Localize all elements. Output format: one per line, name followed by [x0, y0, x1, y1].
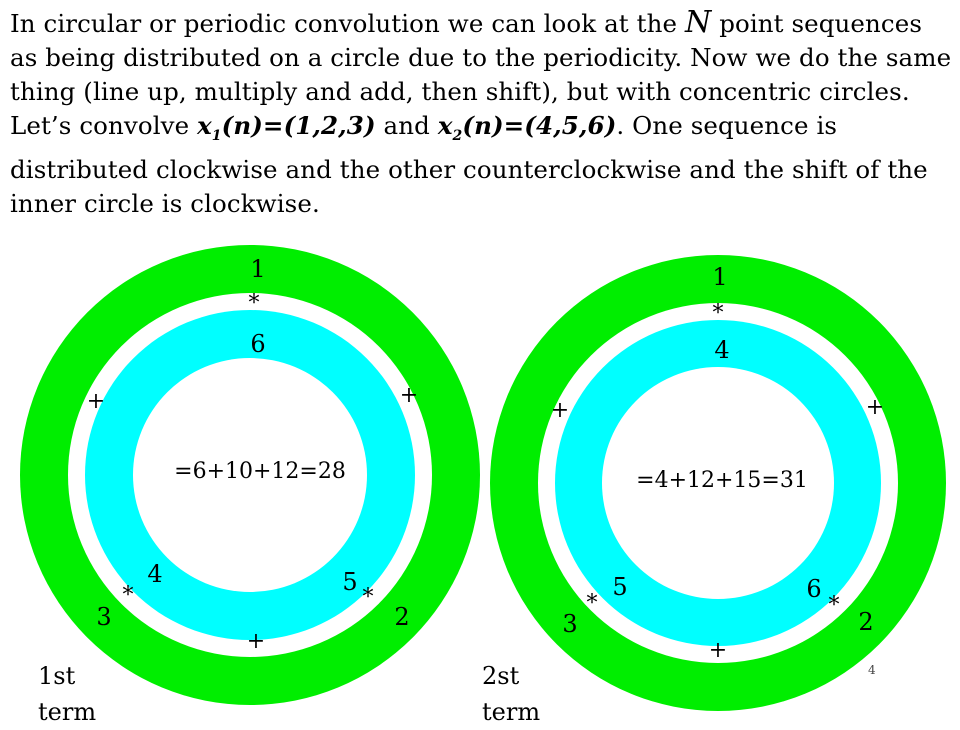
- intro-text-2: point sequences as being distributed on a circle due to the periodicity. Now we do the same thing (line up, multiply and add, then shift), but with concentric circles. Let’s convolve: [10, 9, 952, 140]
- equation-1: =6+10+12=28: [174, 459, 346, 484]
- inner-label-left-1: 4: [147, 560, 163, 588]
- intro-text-1: In circular or periodic convolution we can look at the: [10, 9, 685, 38]
- outer-label-right-2: 2: [858, 608, 874, 636]
- caption-1-line2: term: [38, 698, 97, 726]
- x2-base: x: [437, 111, 453, 140]
- caption-first-term: [38, 658, 96, 730]
- inner-label-top-1: 6: [250, 330, 266, 358]
- star-left-2: *: [586, 591, 598, 616]
- x1-base: x: [197, 111, 212, 140]
- caption-2-line2: term: [482, 698, 541, 726]
- star-left-1: *: [122, 583, 134, 608]
- equation-2: =4+12+15=31: [636, 468, 808, 493]
- inner-label-top-2: 4: [714, 336, 730, 364]
- plus-bottom-2: +: [708, 638, 728, 663]
- plus-bottom-1: +: [246, 629, 266, 654]
- diagram-second-term: [490, 255, 946, 711]
- outer-label-right-1: 2: [394, 603, 410, 631]
- outer-label-top-2: 1: [712, 263, 728, 291]
- plus-right-2: +: [865, 395, 885, 420]
- caption-second-term: [482, 658, 540, 730]
- inner-label-left-2: 5: [612, 573, 628, 601]
- outer-label-top-1: 1: [250, 255, 266, 283]
- outer-label-left-2: 3: [562, 610, 578, 638]
- intro-n-symbol: N: [684, 5, 712, 40]
- intro-and: and: [375, 111, 438, 140]
- star-right-2: *: [828, 593, 840, 618]
- outer-label-left-1: 3: [96, 603, 112, 631]
- plus-right-1: +: [399, 383, 419, 408]
- diagram-first-term: [20, 245, 480, 705]
- inner-label-right-1: 5: [342, 568, 358, 596]
- plus-left-1: +: [86, 389, 106, 414]
- star-right-1: *: [362, 585, 374, 610]
- x2-values: (n)=(4,5,6): [462, 111, 617, 140]
- inner-label-right-2: 6: [806, 575, 822, 603]
- x1-subscript: 1: [211, 127, 222, 144]
- star-top-1: *: [248, 291, 260, 316]
- x1-values: (n)=(1,2,3): [221, 111, 376, 140]
- star-top-2: *: [712, 301, 724, 326]
- plus-left-2: +: [550, 398, 570, 423]
- x2-subscript: 2: [452, 127, 463, 144]
- caption-1-line1: 1st: [38, 662, 76, 690]
- page-number: 4: [868, 663, 876, 677]
- caption-2-line1: 2st: [482, 662, 520, 690]
- intro-text-3: . One sequence is distributed clockwise and the other counterclockwise and the shift of the inner circle is clockwise.: [10, 111, 928, 218]
